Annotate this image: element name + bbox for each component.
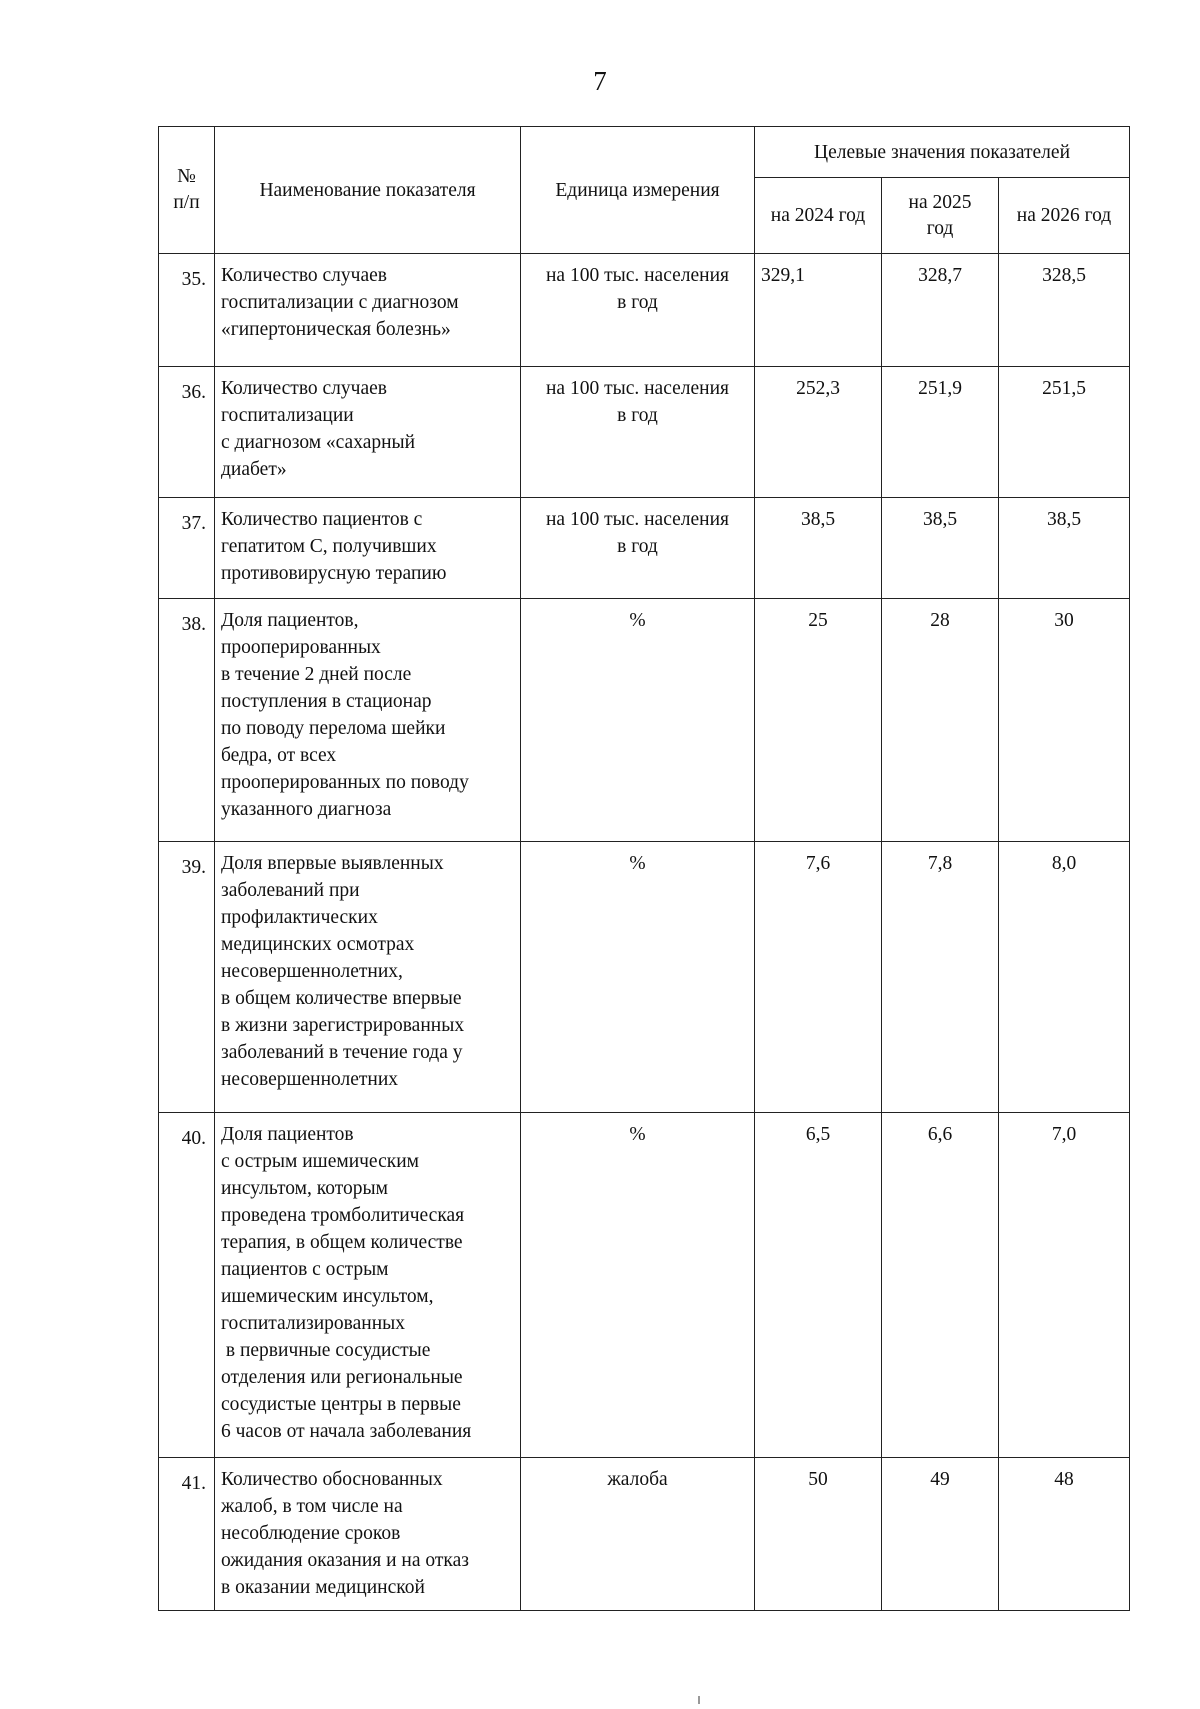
- indicator-name-line: Доля пациентов: [221, 1124, 354, 1145]
- indicator-name-line: инсультом, которым: [221, 1178, 388, 1199]
- indicator-name-line: жалоб, в том числе на: [221, 1496, 403, 1517]
- header-number: № п/п: [159, 127, 215, 254]
- indicator-name: [215, 367, 521, 498]
- unit-line: в год: [617, 292, 658, 313]
- indicator-name-line: несоблюдение сроков: [221, 1523, 401, 1544]
- indicator-name-line: с острым ишемическим: [221, 1151, 419, 1172]
- indicator-name-line: бедра, от всех: [221, 745, 337, 766]
- indicator-name-line: по поводу перелома шейки: [221, 718, 446, 739]
- indicator-name-line: медицинских осмотрах: [221, 934, 415, 955]
- indicator-name-line: 6 часов от начала заболевания: [221, 1421, 472, 1442]
- unit-of-measure: [521, 254, 755, 367]
- table-row: [159, 1458, 1130, 1611]
- unit-of-measure: [521, 842, 755, 1113]
- row-number: 37.: [159, 498, 215, 599]
- indicator-name: [215, 1113, 521, 1458]
- indicator-name-line: пациентов с острым: [221, 1259, 389, 1280]
- target-2025: 49: [882, 1458, 999, 1611]
- row-number: 41.: [159, 1458, 215, 1611]
- indicator-name-line: проведена тромболитическая: [221, 1205, 465, 1226]
- indicator-name: [215, 842, 521, 1113]
- unit-line: на 100 тыс. населения: [546, 265, 729, 286]
- indicator-name-line: противовирусную терапию: [221, 563, 447, 584]
- indicator-name: [215, 254, 521, 367]
- indicator-name-line: Количество случаев: [221, 265, 387, 286]
- indicator-name-line: прооперированных: [221, 637, 381, 658]
- indicator-name-line: Количество случаев: [221, 378, 387, 399]
- row-number: 39.: [159, 842, 215, 1113]
- indicator-name-line: заболеваний в течение года у: [221, 1042, 463, 1063]
- unit-line: %: [629, 1124, 646, 1145]
- header-unit: Единица измерения: [521, 127, 755, 254]
- table-row: [159, 367, 1130, 498]
- target-2025: 38,5: [882, 498, 999, 599]
- header-target-values: Целевые значения показателей: [755, 127, 1130, 178]
- indicator-name-line: диабет»: [221, 459, 287, 480]
- target-2026: 38,5: [999, 498, 1130, 599]
- table-row: [159, 599, 1130, 842]
- indicator-name-line: несовершеннолетних: [221, 1069, 399, 1090]
- indicator-name: [215, 498, 521, 599]
- target-2024: 38,5: [755, 498, 882, 599]
- table-row: [159, 1113, 1130, 1458]
- indicator-name-line: в течение 2 дней после: [221, 664, 412, 685]
- indicator-name-line: заболеваний при: [221, 880, 360, 901]
- unit-line: жалоба: [607, 1469, 668, 1490]
- indicator-name-line: поступления в стационар: [221, 691, 432, 712]
- indicator-name-line: ишемическим инсультом,: [221, 1286, 434, 1307]
- indicator-name-line: гепатитом С, получивших: [221, 536, 437, 557]
- header-year-2025: на 2025 год: [882, 178, 999, 254]
- header-year-2026: на 2026 год: [999, 178, 1130, 254]
- indicator-name-line: госпитализированных: [221, 1313, 405, 1334]
- row-number: 40.: [159, 1113, 215, 1458]
- target-2025: 6,6: [882, 1113, 999, 1458]
- unit-line: на 100 тыс. населения: [546, 378, 729, 399]
- indicator-name-line: отделения или региональные: [221, 1367, 463, 1388]
- target-2026: 251,5: [999, 367, 1130, 498]
- indicator-name-line: госпитализации с диагнозом: [221, 292, 459, 313]
- indicator-name-line: госпитализации: [221, 405, 354, 426]
- unit-line: в год: [617, 405, 658, 426]
- table-row: [159, 254, 1130, 367]
- table-row: [159, 498, 1130, 599]
- unit-of-measure: [521, 599, 755, 842]
- target-2026: 7,0: [999, 1113, 1130, 1458]
- target-2025: 7,8: [882, 842, 999, 1113]
- row-number: 38.: [159, 599, 215, 842]
- target-2024: 252,3: [755, 367, 882, 498]
- row-number: 36.: [159, 367, 215, 498]
- row-number: 35.: [159, 254, 215, 367]
- unit-of-measure: [521, 1458, 755, 1611]
- header-indicator-name: Наименование показателя: [215, 127, 521, 254]
- indicator-name-line: Количество пациентов с: [221, 509, 423, 530]
- indicator-name-line: с диагнозом «сахарный: [221, 432, 416, 453]
- target-2024: 25: [755, 599, 882, 842]
- target-2024: 6,5: [755, 1113, 882, 1458]
- target-2025: 28: [882, 599, 999, 842]
- indicator-name: [215, 1458, 521, 1611]
- target-2024: 7,6: [755, 842, 882, 1113]
- scan-mark: [698, 1696, 700, 1704]
- unit-of-measure: [521, 367, 755, 498]
- target-2025: 251,9: [882, 367, 999, 498]
- indicator-name-line: в первичные сосудистые: [221, 1340, 431, 1361]
- indicator-name: [215, 599, 521, 842]
- target-2026: 328,5: [999, 254, 1130, 367]
- indicator-name-line: Доля пациентов,: [221, 610, 359, 631]
- indicator-name-line: в общем количестве впервые: [221, 988, 462, 1009]
- indicator-name-line: «гипертоническая болезнь»: [221, 319, 451, 340]
- unit-of-measure: [521, 498, 755, 599]
- indicator-name-line: Доля впервые выявленных: [221, 853, 444, 874]
- indicator-name-line: ожидания оказания и на отказ: [221, 1550, 469, 1571]
- target-2024: 329,1: [755, 254, 882, 367]
- unit-of-measure: [521, 1113, 755, 1458]
- indicator-name-line: в жизни зарегистрированных: [221, 1015, 465, 1036]
- header-year-2024: на 2024 год: [755, 178, 882, 254]
- target-2026: 30: [999, 599, 1130, 842]
- indicator-name-line: указанного диагноза: [221, 799, 392, 820]
- indicator-name-line: несовершеннолетних,: [221, 961, 403, 982]
- table-row: [159, 842, 1130, 1113]
- indicator-name-line: в оказании медицинской: [221, 1577, 425, 1598]
- unit-line: в год: [617, 536, 658, 557]
- target-2025: 328,7: [882, 254, 999, 367]
- target-2026: 48: [999, 1458, 1130, 1611]
- unit-line: %: [629, 610, 646, 631]
- indicator-name-line: профилактических: [221, 907, 378, 928]
- unit-line: %: [629, 853, 646, 874]
- indicator-name-line: Количество обоснованных: [221, 1469, 443, 1490]
- indicator-name-line: прооперированных по поводу: [221, 772, 469, 793]
- indicator-name-line: терапия, в общем количестве: [221, 1232, 463, 1253]
- indicator-name-line: сосудистые центры в первые: [221, 1394, 461, 1415]
- target-2026: 8,0: [999, 842, 1130, 1113]
- target-2024: 50: [755, 1458, 882, 1611]
- unit-line: на 100 тыс. населения: [546, 509, 729, 530]
- indicators-table: [158, 126, 1130, 1611]
- page-number: 7: [593, 66, 607, 96]
